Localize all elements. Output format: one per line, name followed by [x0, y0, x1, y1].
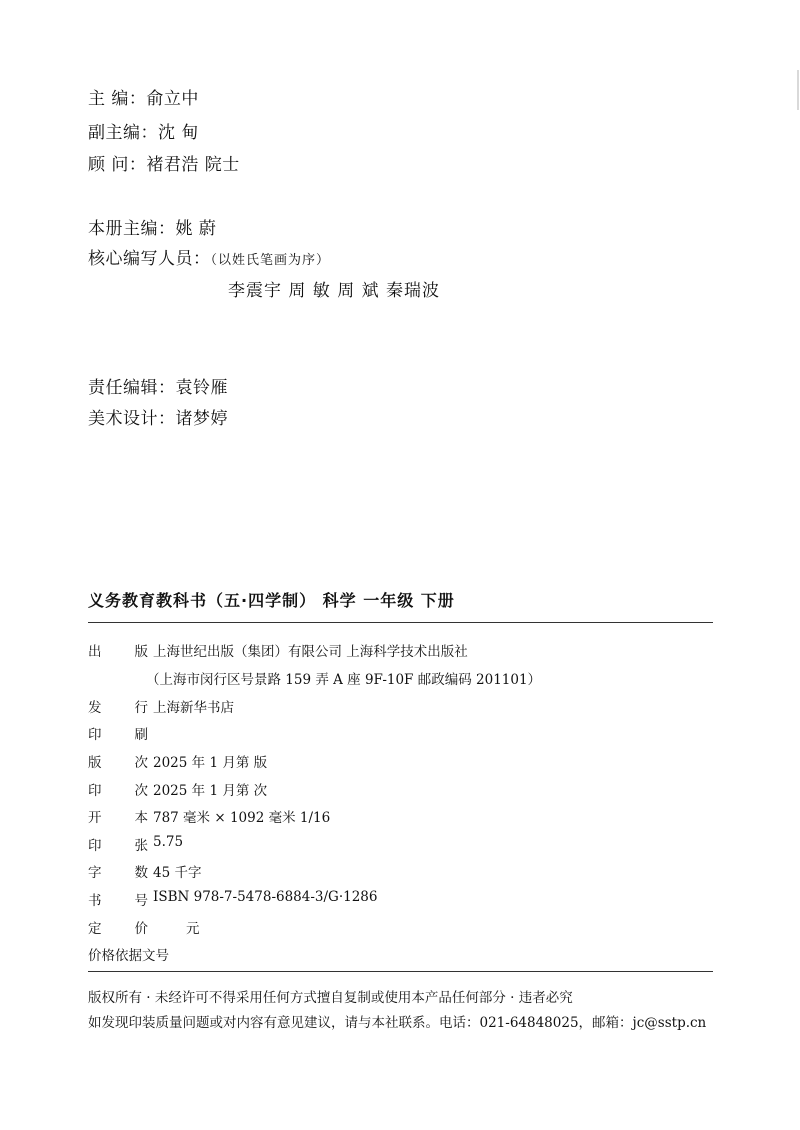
pub-key: 张 — [134, 838, 148, 854]
art-designer-label: 美术设计： — [88, 409, 176, 429]
pub-key: 印 — [88, 727, 102, 743]
deputy-editor-line — [88, 118, 199, 143]
responsible-editor-name: 袁铃雁 — [175, 378, 228, 398]
art-designer-line — [88, 404, 228, 429]
deputy-editor-name: 沈 甸 — [158, 123, 199, 143]
pub-key: 行 — [134, 700, 148, 716]
core-writers-line — [88, 244, 330, 269]
pub-key: 价 — [134, 921, 148, 937]
art-designer-name: 诸梦婷 — [175, 409, 228, 429]
pub-key: 本 — [134, 810, 148, 826]
volume-editor-name: 姚 蔚 — [175, 219, 217, 239]
pub-key: 出 — [88, 644, 102, 660]
responsible-editor-line — [88, 373, 228, 398]
copyright-notice: 版权所有 · 未经许可不得采用任何方式擅自复制或使用本产品任何部分 · 违者必究 — [88, 990, 573, 1006]
core-writers-label: 核心编写人员： — [88, 249, 211, 269]
contact-info: 如发现印装质量问题或对内容有意见建议，请与本社联系。电话：021-64848025，邮箱：jc@sstp.cn — [88, 1015, 707, 1031]
pub-key: 印 — [88, 838, 102, 854]
footer-divider — [88, 971, 713, 972]
core-writers-members: 李震宇 周 敏 周 斌 秦瑞波 — [228, 281, 441, 301]
pub-key: 数 — [134, 865, 148, 881]
printing-value: 2025 年 1 月第 次 — [153, 783, 268, 799]
edition-value: 2025 年 1 月第 版 — [153, 755, 268, 771]
pub-key: 版 — [134, 644, 148, 660]
pub-key: 次 — [134, 783, 148, 799]
advisor-name: 褚君浩 院士 — [146, 155, 240, 175]
responsible-editor-label: 责任编辑： — [88, 378, 176, 398]
pub-key: 次 — [134, 755, 148, 771]
price-value: 元 — [186, 921, 200, 937]
pub-key: 发 — [88, 700, 102, 716]
format-value: 787 毫米 × 1092 毫米 1/16 — [153, 810, 331, 826]
pub-key: 印 — [88, 783, 102, 799]
sheets-value: 5.75 — [153, 834, 184, 850]
deputy-editor-label: 副主编： — [88, 123, 158, 143]
page-edge-mark — [797, 70, 799, 110]
chief-editor-line — [88, 84, 199, 109]
advisor-line — [88, 150, 240, 175]
pub-key: 刷 — [134, 727, 148, 743]
core-writers-note: （以姓氏笔画为序） — [210, 253, 331, 268]
pub-key: 版 — [88, 755, 102, 771]
isbn-value: ISBN 978-7-5478-6884-3/G·1286 — [153, 889, 378, 905]
pub-key: 书 — [88, 893, 102, 909]
price-basis: 价格依据文号 — [88, 948, 169, 964]
pub-key: 定 — [88, 921, 102, 937]
distributor-value: 上海新华书店 — [153, 700, 234, 716]
pub-key: 开 — [88, 810, 102, 826]
volume-editor-label: 本册主编： — [88, 219, 176, 239]
title-divider — [88, 622, 713, 623]
publisher-value: 上海世纪出版（集团）有限公司 上海科学技术出版社 — [153, 644, 468, 660]
pub-key: 号 — [134, 893, 148, 909]
chief-editor-label: 主 编： — [88, 89, 147, 109]
pub-key: 字 — [88, 865, 102, 881]
advisor-label: 顾 问： — [88, 155, 147, 175]
words-value: 45 千字 — [153, 865, 202, 881]
publisher-address: （上海市闵行区号景路 159 弄 A 座 9F-10F 邮政编码 201101） — [146, 672, 542, 688]
chief-editor-name: 俞立中 — [146, 89, 199, 109]
book-title: 义务教育教科书（五·四学制） 科学 一年级 下册 — [88, 591, 455, 610]
volume-editor-line — [88, 214, 216, 239]
